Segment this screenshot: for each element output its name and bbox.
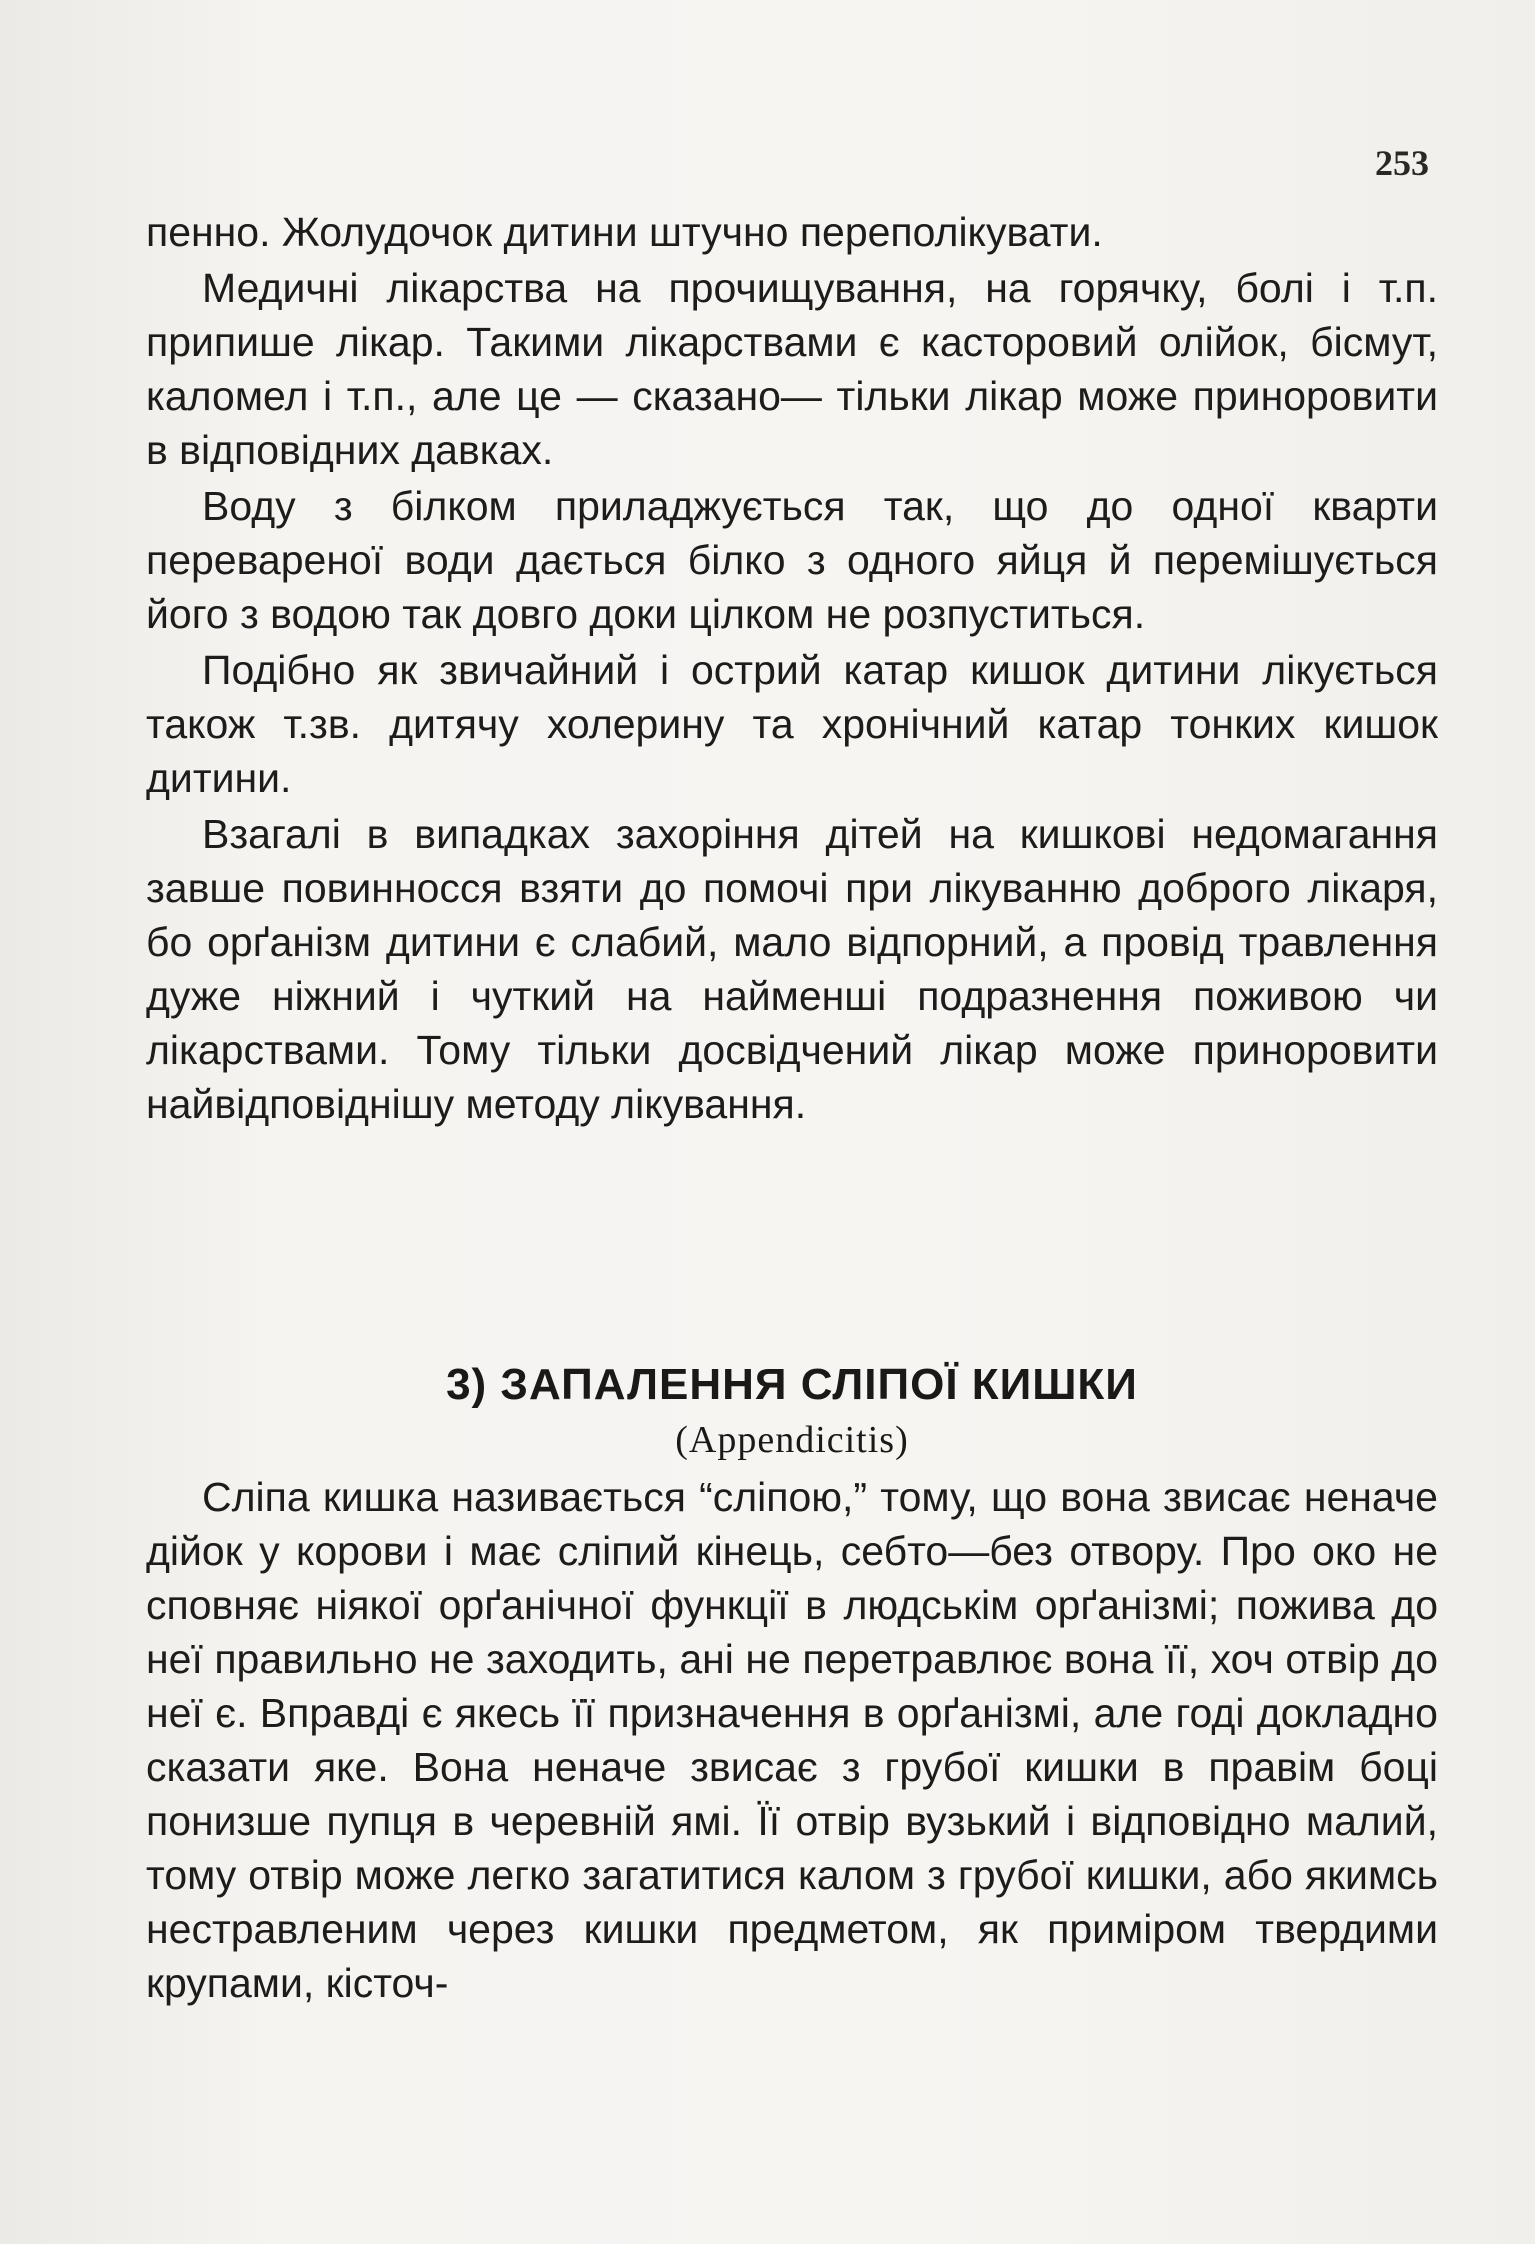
section-subtitle: (Appendicitis) xyxy=(675,1419,909,1461)
paragraph-appendix: Сліпа кишка називається “сліпою,” тому, що вона звисає неначе дійок у корови і має сліпий кінець, себто—без отвору. Про око не сповняє ніякої орґанічної функції в людськім орґанізмі; пожива до неї правильно не заходить, ані не перетравлює вона її, хоч отвір до неї є. Вправді є якесь її призначення в орґанізмі, але годі докладно сказати яке. Вона неначе звисає з грубої кишки в правім боці понизше пупця в черевній ямі. Її отвір вузький і відповідно малий, тому отвір може легко загатитися калом з грубої кишки, або якимсь нестравленим через кишки предметом, як приміром твердими крупами, кісточ- xyxy=(146,1474,1438,2006)
paragraph-catarrh: Подібно як звичайний і острий катар кишок дитини лікується також т.зв. дитячу холерину та хронічний катар тонких кишок дитини. xyxy=(146,647,1438,801)
bottom-text-block xyxy=(146,1470,1438,2012)
paragraph-continuation: пенно. Жолудочок дитини штучно переполікувати. xyxy=(146,209,1103,255)
top-text-block xyxy=(146,205,1438,1133)
paragraph-egg-white-water: Воду з білком приладжується так, що до одної кварти перевареної води дається білко з одного яйця й перемішується його з водою так довго доки цілком не розпуститься. xyxy=(146,483,1438,637)
paragraph-general-advice: Взагалі в випадках захоріння дітей на кишкові недомагання завше повинносся взяти до помочі при лікуванню доброго лікаря, бо орґанізм дитини є слабий, мало відпорний, а провід травлення дуже ніжний і чуткий на найменші подразнення поживою чи лікарствами. Тому тільки досвідчений лікар може приноровити найвідповіднішу методу лікування. xyxy=(146,811,1438,1127)
section-heading xyxy=(146,1355,1438,1465)
page-number: 253 xyxy=(1375,143,1429,183)
paragraph-medicines: Медичні лікарства на прочищування, на горячку, болі і т.п. припише лікар. Такими лікарствами є касторовий олійок, бісмут, каломел і т.п., але це — сказано— тільки лікар може приноровити в відповідних давках. xyxy=(146,265,1438,473)
section-title: 3) ЗАПАЛЕННЯ СЛІПОЇ КИШКИ xyxy=(446,1360,1138,1409)
